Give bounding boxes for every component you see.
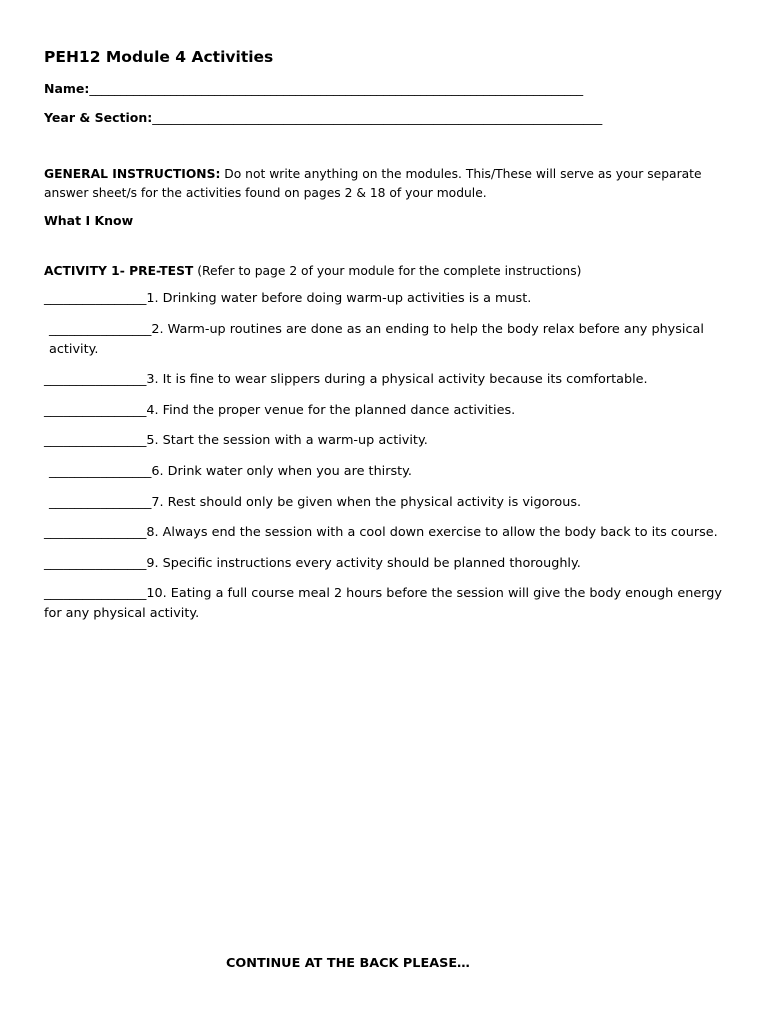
worksheet-page [44,48,724,635]
item-text: 8. Always end the session with a cool down exercise to allow the body back to its course. [146,525,718,541]
document-title: PEH12 Module 4 Activities [44,48,274,66]
answer-blank: ________________ [49,321,152,337]
test-item [44,523,724,543]
test-item [44,462,724,482]
activity-note: (Refer to page 2 of your module for the complete instructions) [193,264,582,278]
item-text: 10. Eating a full course meal 2 hours before the session will give the body enough energy for any physical activity. [44,586,722,622]
instructions-label: GENERAL INSTRUCTIONS: [44,167,221,181]
test-item [44,320,724,360]
answer-blank: ________________ [44,586,147,602]
answer-blank: ________________ [44,433,147,449]
item-text: 9. Specific instructions every activity should be planned thoroughly. [146,555,581,571]
general-instructions [44,165,724,203]
test-item [44,554,724,574]
year-section-field [44,109,724,127]
test-item [44,289,724,309]
continue-note: CONTINUE AT THE BACK PLEASE… [226,956,470,971]
name-blank-line: _______________________________________________________________________________ [89,81,584,96]
test-item [44,431,724,451]
item-text: 4. Find the proper venue for the planned dance activities. [146,402,516,418]
test-item [44,493,724,513]
answer-blank: ________________ [44,525,147,541]
item-text: 7. Rest should only be given when the physical activity is vigorous. [151,494,582,510]
answer-blank: ________________ [44,291,147,306]
name-field [44,80,724,98]
item-text: 2. Warm-up routines are done as an ending to help the body relax before any physical activity. [49,321,704,357]
activity-title: ACTIVITY 1- PRE-TEST [44,264,194,278]
year-section-blank-line: ________________________________________________________________________ [152,110,603,125]
test-items [44,289,724,624]
name-label: Name: [44,81,90,96]
answer-blank: ________________ [44,372,147,388]
item-text: 3. It is fine to wear slippers during a physical activity because its comfortable. [146,372,648,388]
instructions-text: Do not write anything on the modules. This/These will serve as your separate answer sheet/s for the activities found on pages 2 & 18 of your module. [44,167,702,200]
answer-blank: ________________ [44,402,147,418]
item-text: 6. Drink water only when you are thirsty. [151,463,412,479]
year-section-label: Year & Section: [44,110,153,125]
test-item [44,584,724,624]
answer-blank: ________________ [44,555,147,571]
test-item [44,401,724,421]
answer-blank: ________________ [49,494,152,510]
item-text: 1. Drinking water before doing warm-up activities is a must. [146,291,532,306]
test-item [44,370,724,390]
activity-header [44,262,724,280]
item-text: 5. Start the session with a warm-up activity. [146,433,428,449]
section-heading: What I Know [44,213,134,228]
answer-blank: ________________ [49,463,152,479]
